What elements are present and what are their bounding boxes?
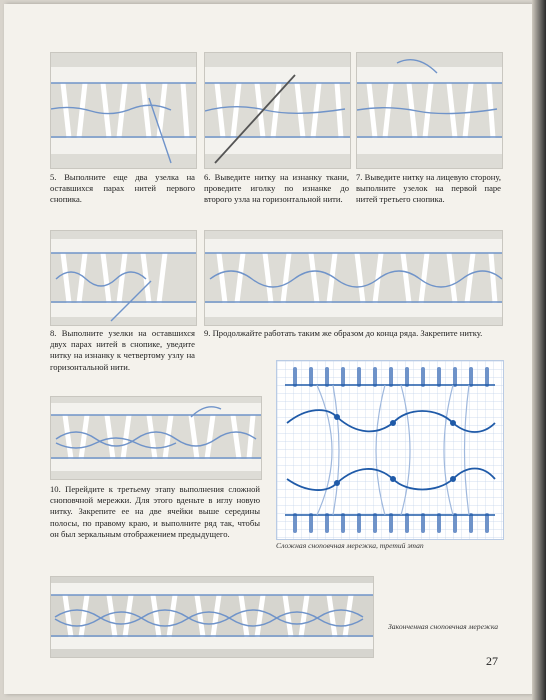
photo-step-7	[356, 52, 503, 169]
embroidery-photo-icon	[357, 53, 502, 168]
book-page	[4, 4, 532, 694]
caption-step-5: 5. Выполните еще два узелка на оставшихся парах нитей первого снопика.	[50, 172, 195, 205]
photo-step-8	[50, 230, 197, 326]
embroidery-photo-icon	[51, 231, 196, 325]
caption-step-6: 6. Выведите нитку на изнанку ткани, проведите иголку по изнанке до второго узла на горизонтальной нити.	[204, 172, 349, 205]
embroidery-photo-icon	[205, 53, 350, 168]
finished-caption: Законченная сноповчная мережка	[388, 622, 498, 631]
photo-step-5	[50, 52, 197, 169]
caption-step-10: 10. Перейдите к третьему этапу выполнения сложной сноповчной мережки. Для этого вденьте в иглу новую нитку. Закрепите ее на две ячейки выше середины полосы, по правому краю, и выполните ряд так, чтобы он был зеркальным отображением предыдущего.	[50, 484, 260, 539]
embroidery-photo-icon	[51, 577, 373, 657]
book-spine	[532, 0, 546, 700]
photo-step-10	[50, 396, 262, 480]
embroidery-photo-icon	[205, 231, 502, 325]
stitch-diagram-icon	[277, 361, 503, 539]
page-number: 27	[486, 654, 498, 668]
stitch-diagram	[276, 360, 504, 540]
diagram-caption: Сложная сноповчная мережка, третий этап	[276, 541, 424, 550]
caption-step-8: 8. Выполните узелки на оставшихся двух парах нитей в снопике, уведите нитку на изнанку к четвертому узлу на горизонтальной нити.	[50, 328, 195, 372]
photo-step-6	[204, 52, 351, 169]
caption-step-9: 9. Продолжайте работать таким же образом до конца ряда. Закрепите нитку.	[204, 328, 483, 338]
embroidery-photo-icon	[51, 53, 196, 168]
embroidery-photo-icon	[51, 397, 261, 479]
caption-step-7: 7. Выведите нитку на лицевую сторону, выполните узелок на первой паре нитей третьего снопика.	[356, 172, 501, 205]
photo-step-9	[204, 230, 503, 326]
photo-finished	[50, 576, 374, 658]
